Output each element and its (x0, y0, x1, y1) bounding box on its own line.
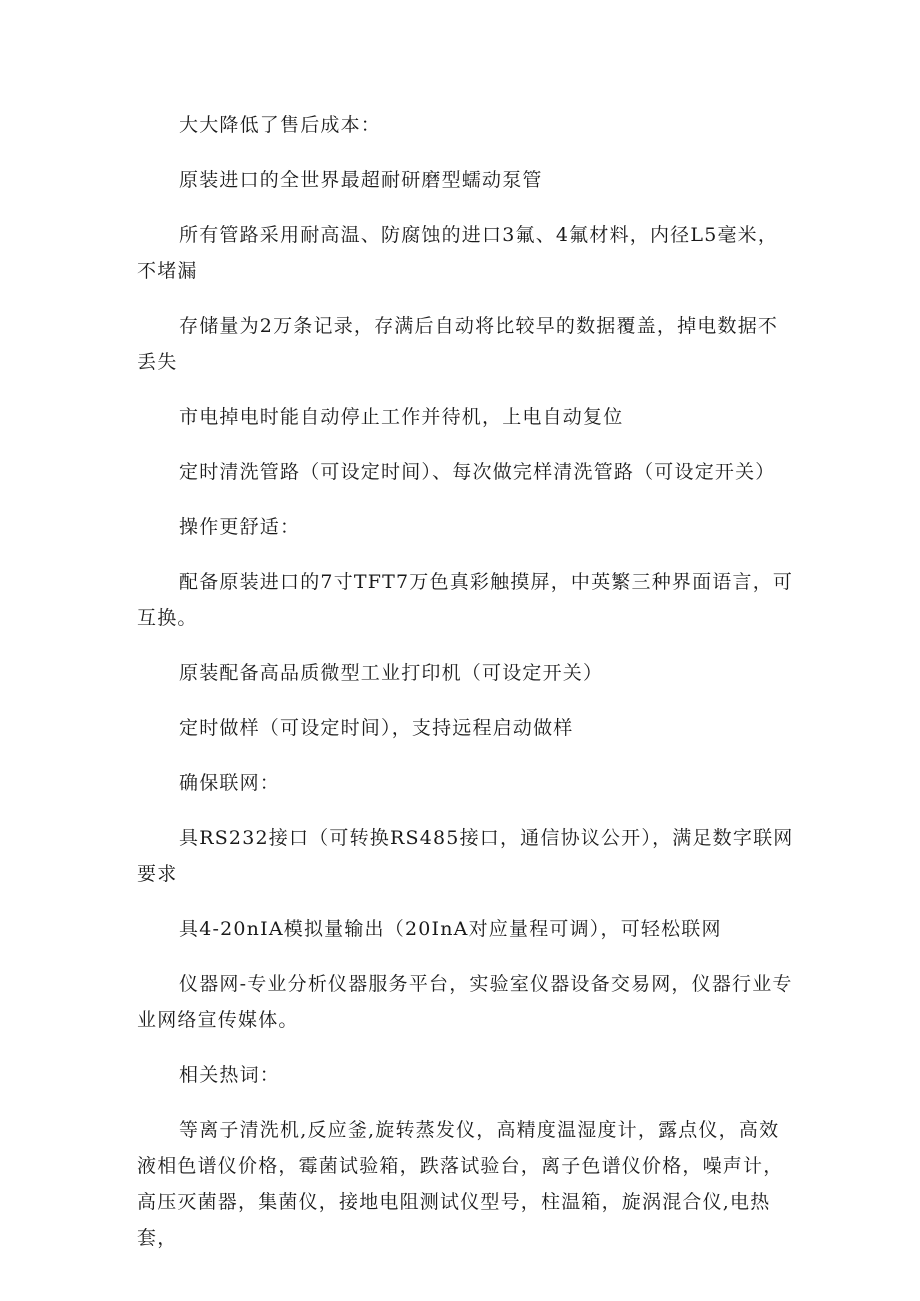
paragraph: 配备原装进口的7寸TFT7万色真彩触摸屏，中英繁三种界面语言，可互换。 (137, 571, 794, 629)
paragraph: 操作更舒适： (179, 516, 301, 538)
paragraph: 大大降低了售后成本： (179, 114, 382, 136)
paragraph: 仪器网-专业分析仪器服务平台，实验室仪器设备交易网，仪器行业专业网络宣传媒体。 (137, 973, 793, 1031)
paragraph: 存储量为2万条记录，存满后自动将比较早的数据覆盖，掉电数据不丢失 (137, 315, 779, 373)
paragraph: 原装配备高品质微型工业打印机（可设定开关） (179, 662, 604, 684)
paragraph: 定时做样（可设定时间），支持远程启动做样 (179, 717, 574, 739)
paragraph: 相关热词： (179, 1064, 281, 1086)
paragraph: 具4-20nIA模拟量输出（20InA对应量程可调），可轻松联网 (179, 918, 722, 940)
paragraph: 所有管路采用耐高温、防腐蚀的进口3氟、4氟材料，内径L5毫米，不堵漏 (137, 224, 779, 282)
paragraph: 等离子清洗机,反应釜,旋转蒸发仪，高精度温湿度计，露点仪，高效液相色谱仪价格，霉菌试验箱，跌落试验台，离子色谱仪价格，噪声计，高压灭菌器，集菌仪，接地电阻测试仪型号，柱温箱，旋涡混合仪,电热套， (137, 1119, 784, 1249)
paragraph: 定时清洗管路（可设定时间）、每次做完样清洗管路（可设定开关） (179, 461, 776, 483)
document-body (137, 107, 797, 1275)
paragraph: 具RS232接口（可转换RS485接口，通信协议公开），满足数字联网要求 (137, 827, 794, 885)
paragraph: 确保联网： (179, 772, 281, 794)
paragraph: 市电掉电时能自动停止工作并待机，上电自动复位 (179, 406, 624, 428)
paragraph: 原装进口的全世界最超耐研磨型蠕动泵管 (179, 169, 543, 191)
